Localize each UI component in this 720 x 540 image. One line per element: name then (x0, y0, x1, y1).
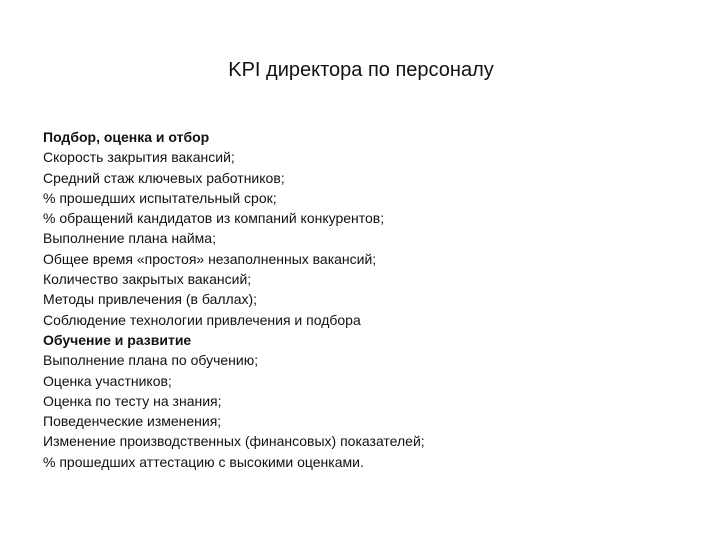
list-item: % обращений кандидатов из компаний конкурентов; (43, 210, 385, 227)
slide-title-text: KPI директора по персоналу (228, 59, 494, 81)
list-item: % прошедших испытательный срок; (43, 189, 277, 206)
list-item: Общее время «простоя» незаполненных вакансий; (43, 250, 377, 267)
list-item: Соблюдение технологии привлечения и подбора (43, 311, 361, 328)
list-item: Выполнение плана по обучению; (43, 352, 259, 369)
list-item: Методы привлечения (в баллах); (43, 291, 258, 308)
list-item: Изменение производственных (финансовых) показателей; (43, 433, 425, 450)
section-heading-recruitment: Подбор, оценка и отбор (43, 129, 210, 145)
list-item: Средний стаж ключевых работников; (43, 169, 285, 186)
kpi-list (43, 127, 683, 472)
list-item: Поведенческие изменения; (43, 413, 222, 430)
list-item: Оценка по тесту на знания; (43, 392, 222, 409)
slide-title (0, 57, 720, 83)
list-item: Количество закрытых вакансий; (43, 271, 252, 288)
list-item: Выполнение плана найма; (43, 230, 216, 247)
list-item: % прошедших аттестацию с высокими оценками. (43, 453, 364, 470)
list-item: Скорость закрытия вакансий; (43, 149, 235, 166)
list-item: Оценка участников; (43, 372, 172, 389)
section-heading-training: Обучение и развитие (43, 331, 192, 348)
